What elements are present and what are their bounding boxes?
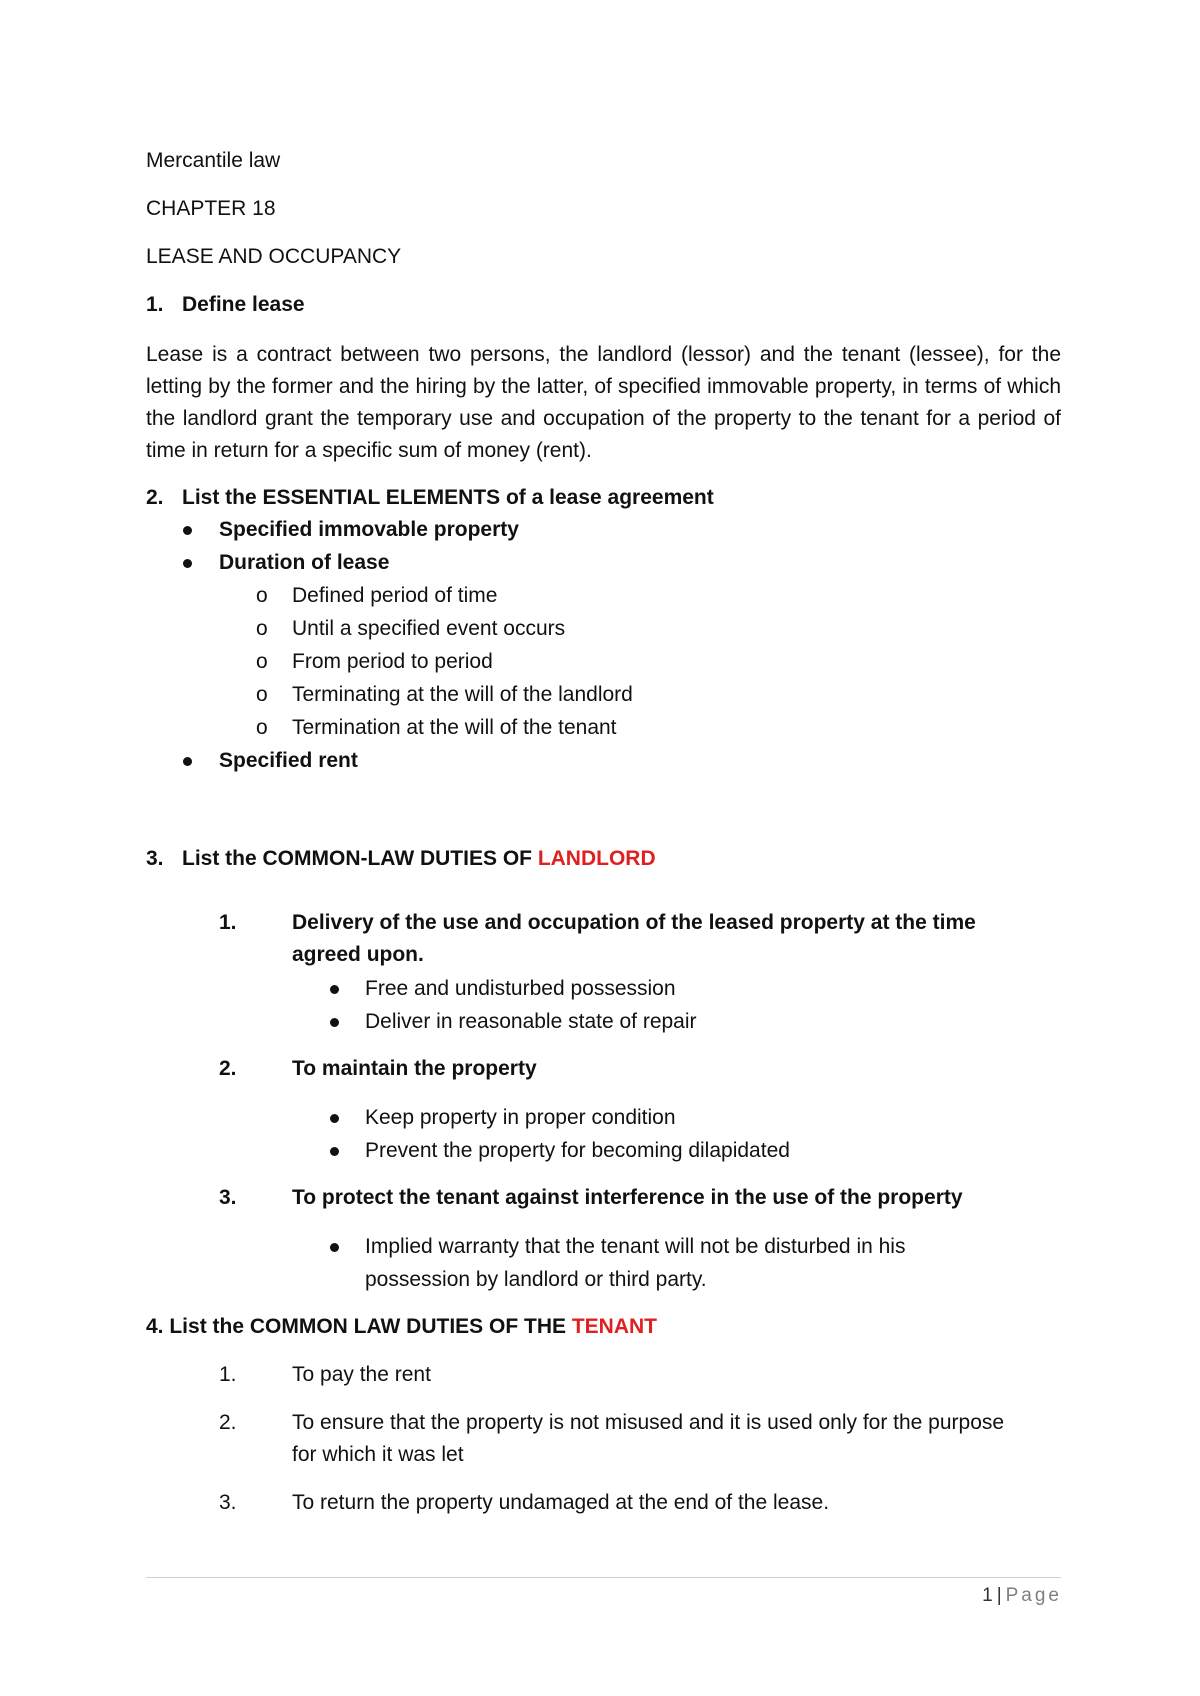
essential-element: Specified rent (219, 749, 358, 772)
duty-bullet: Keep property in proper condition (365, 1106, 676, 1129)
essential-element: Duration of lease (219, 551, 390, 574)
duty-bullet-cont: possession by landlord or third party. (365, 1268, 707, 1291)
tenant-duty: To pay the rent (292, 1363, 431, 1386)
duty-title: Delivery of the use and occupation of the leased property at the time (292, 911, 976, 934)
tenant-duty-number: 1. (219, 1363, 237, 1386)
duty-number: 2. (219, 1057, 237, 1080)
sub-marker: o (256, 716, 268, 739)
tenant-duty-number: 3. (219, 1491, 237, 1514)
bullet-icon (183, 526, 192, 535)
section3-title: List the COMMON-LAW DUTIES OF LANDLORD (182, 847, 656, 870)
sub-marker: o (256, 683, 268, 706)
tenant-duty: To return the property undamaged at the end of the lease. (292, 1491, 830, 1514)
page-label: Page (1005, 1585, 1062, 1606)
section1-title: Define lease (182, 293, 305, 316)
duty-number: 1. (219, 911, 237, 934)
bullet-icon (330, 1243, 339, 1252)
chapter-heading: CHAPTER 18 (146, 197, 276, 220)
tenant-duty-cont: for which it was let (292, 1443, 464, 1466)
sub-marker: o (256, 650, 268, 673)
footer-separator: | (996, 1585, 1002, 1606)
section3-number: 3. (146, 847, 164, 870)
bullet-icon (330, 1018, 339, 1027)
bullet-icon (183, 757, 192, 766)
tenant-highlight: TENANT (571, 1315, 658, 1338)
duty-title-cont: agreed upon. (292, 943, 424, 966)
footer-divider (146, 1577, 1061, 1578)
duty-bullet: Free and undisturbed possession (365, 977, 676, 1000)
bullet-icon (330, 1147, 339, 1156)
landlord-highlight: LANDLORD (537, 847, 656, 870)
topic-heading: LEASE AND OCCUPANCY (146, 245, 402, 268)
page-footer (982, 1584, 1062, 1608)
bullet-icon (183, 559, 192, 568)
essential-element: Specified immovable property (219, 518, 519, 541)
duty-title: To maintain the property (292, 1057, 537, 1080)
duty-bullet: Implied warranty that the tenant will not be disturbed in his (365, 1235, 906, 1258)
tenant-duty: To ensure that the property is not misused and it is used only for the purpose (292, 1411, 1005, 1434)
section4-title: 4. List the COMMON LAW DUTIES OF THE TENANT (146, 1315, 658, 1338)
duration-subitem: Termination at the will of the tenant (292, 716, 617, 739)
page-number: 1 (982, 1585, 993, 1606)
sub-marker: o (256, 584, 268, 607)
duty-bullet: Deliver in reasonable state of repair (365, 1010, 697, 1033)
duty-number: 3. (219, 1186, 237, 1209)
duty-title: To protect the tenant against interference in the use of the property (292, 1186, 963, 1209)
duration-subitem: Terminating at the will of the landlord (292, 683, 633, 706)
sub-marker: o (256, 617, 268, 640)
duty-bullet: Prevent the property for becoming dilapidated (365, 1139, 790, 1162)
section1-number: 1. (146, 293, 164, 316)
lease-definition-paragraph: Lease is a contract between two persons, the landlord (lessor) and the tenant (lessee), for the letting by the former and the hiring by the latter, of specified immovable property, in terms of which the landlord grant the temporary use and occupation of the property to the tenant for a period of time in return for a specific sum of money (rent). (146, 343, 1061, 462)
bullet-icon (330, 1114, 339, 1123)
section2-title: List the ESSENTIAL ELEMENTS of a lease agreement (182, 486, 714, 509)
duration-subitem: From period to period (292, 650, 493, 673)
course-title: Mercantile law (146, 149, 281, 172)
bullet-icon (330, 985, 339, 994)
duration-subitem: Until a specified event occurs (292, 617, 566, 640)
tenant-duty-number: 2. (219, 1411, 237, 1434)
section2-number: 2. (146, 486, 164, 509)
duration-subitem: Defined period of time (292, 584, 498, 607)
